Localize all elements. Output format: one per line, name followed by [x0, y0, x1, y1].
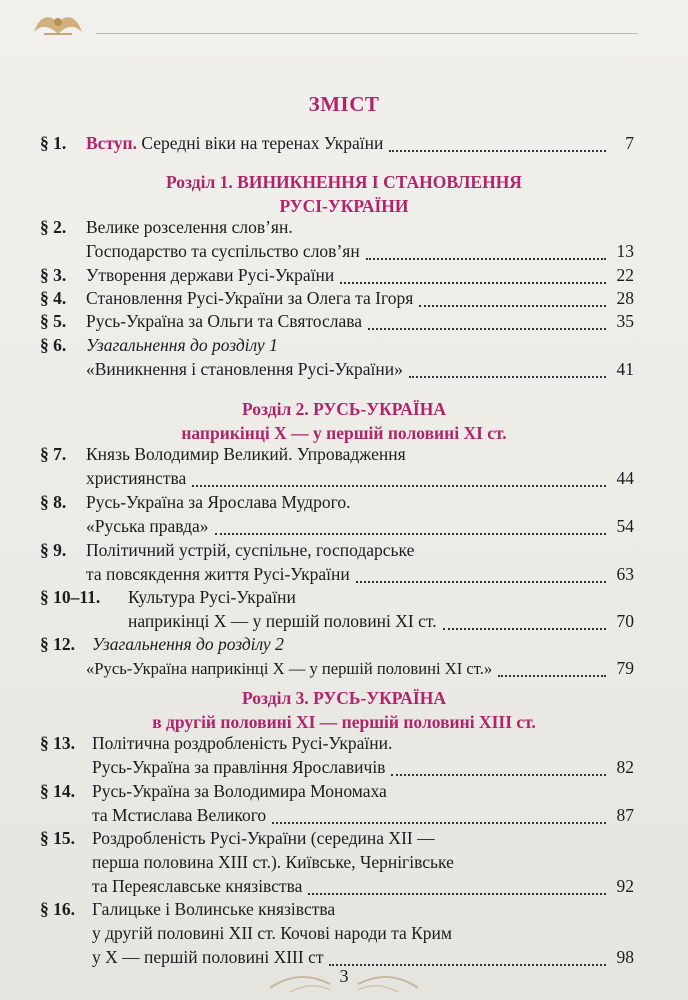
entry-line: Політичний устрій, суспільне, господарське [86, 540, 415, 560]
entry-number: § 9. [40, 540, 67, 560]
dot-leader [419, 305, 606, 307]
entry-page: 7 [625, 133, 634, 153]
ornament-icon [30, 10, 86, 40]
entry-number: § 15. [40, 828, 75, 848]
entry-page: 13 [616, 241, 634, 261]
entry-page: 79 [616, 658, 634, 678]
entry-page: 22 [616, 265, 634, 285]
entry-number: § 7. [40, 444, 67, 464]
section-heading-3: Розділ 3. РУСЬ-УКРАЇНА [242, 688, 446, 708]
entry-line [86, 516, 634, 540]
dot-leader [215, 533, 607, 535]
entry-number: § 6. [40, 335, 67, 355]
section-heading-2: Розділ 2. РУСЬ-УКРАЇНА [242, 399, 446, 419]
entry-line [92, 805, 634, 829]
entry-text: «Русь-Україна наприкінці Х — у першій половині ХІ ст.» [86, 659, 493, 678]
entry-text: та повсякдення життя Русі-України [86, 564, 350, 584]
intro-text: Середні віки на теренах України [137, 133, 384, 153]
entry-line: перша половина ХІІІ ст.). Київське, Чернігівське [92, 852, 454, 872]
entry-number: § 14. [40, 781, 75, 801]
entry-line [86, 658, 634, 682]
entry-number: § 13. [40, 733, 75, 753]
entry-line: Узагальнення до розділу 1 [86, 335, 278, 355]
entry-line [86, 468, 634, 492]
entry-line [92, 876, 634, 900]
dot-leader [498, 675, 606, 677]
entry-text: Господарство та суспільство слов’ян [86, 241, 360, 261]
entry-number: § 3. [40, 265, 67, 285]
page-number: 3 [339, 966, 349, 986]
entry-text: «Виникнення і становлення Русі-України» [86, 359, 403, 379]
dot-leader [308, 893, 606, 895]
page-title: ЗМІСТ [308, 92, 380, 116]
entry-line: Галицьке і Волинське князівства [92, 899, 336, 919]
dot-leader [368, 328, 606, 330]
entry-line [128, 611, 634, 635]
entry-line [86, 359, 634, 383]
entry-page: 63 [616, 564, 634, 584]
entry-line: Велике розселення слов’ян. [86, 217, 293, 237]
entry-number: § 12. [40, 634, 75, 654]
entry-number: § 16. [40, 899, 75, 919]
entry-page: 82 [616, 757, 634, 777]
dot-leader [389, 150, 606, 152]
entry-number: § 2. [40, 217, 67, 237]
entry-text: Русь-Україна за Ольги та Святослава [86, 311, 363, 331]
entry-line: Політична роздробленість Русі-України. [92, 733, 393, 753]
entry-text: християнства [86, 468, 187, 488]
entry-text: Утворення держави Русі-України [86, 265, 335, 285]
dot-leader [356, 581, 606, 583]
entry-number: § 1. [40, 133, 67, 153]
dot-leader [366, 258, 606, 260]
entry-line [86, 133, 634, 157]
entry-line [92, 757, 634, 781]
entry-page: 44 [616, 468, 634, 488]
entry-page: 41 [616, 359, 634, 379]
entry-text: «Руська правда» [86, 516, 209, 536]
entry-line [86, 288, 634, 312]
entry-page: 70 [616, 611, 634, 631]
entry-line: Князь Володимир Великий. Упровадження [86, 444, 406, 464]
dot-leader [391, 774, 606, 776]
entry-line: Узагальнення до розділу 2 [92, 634, 284, 654]
dot-leader [192, 485, 606, 487]
entry-number: § 10–11. [40, 587, 101, 607]
section-heading-1: Розділ 1. ВИНИКНЕННЯ І СТАНОВЛЕННЯ [166, 172, 522, 192]
entry-line: Русь-Україна за Володимира Мономаха [92, 781, 387, 801]
section-heading-1-sub: РУСІ-УКРАЇНИ [279, 196, 409, 216]
entry-line [86, 241, 634, 265]
entry-number: § 8. [40, 492, 67, 512]
entry-page: 87 [616, 805, 634, 825]
entry-page: 92 [616, 876, 634, 896]
entry-number: § 5. [40, 311, 67, 331]
entry-text: наприкінці Х — у першій половині ХІ ст. [128, 611, 437, 631]
section-heading-3-sub: в другій половині ХІ — першій половині ХІІІ ст. [152, 712, 536, 732]
entry-text: Становлення Русі-України за Олега та Ігоря [86, 288, 414, 308]
entry-line: Культура Русі-України [128, 587, 296, 607]
dot-leader [272, 822, 606, 824]
section-heading-2-sub: наприкінці Х — у першій половині ХІ ст. [181, 423, 507, 443]
entry-line [86, 564, 634, 588]
entry-page: 98 [616, 947, 634, 967]
entry-line: Роздробленість Русі-України (середина ХІІ — [92, 828, 435, 848]
entry-text: Русь-Україна за правління Ярославичів [92, 757, 386, 777]
entry-page: 35 [616, 311, 634, 331]
dot-leader [340, 282, 606, 284]
entry-line [86, 265, 634, 289]
entry-page: 54 [616, 516, 634, 536]
entry-text: у Х — першій половині ХІІІ ст [92, 947, 324, 967]
dot-leader [409, 376, 606, 378]
entry-text: та Мстислава Великого [92, 805, 267, 825]
entry-page: 28 [616, 288, 634, 308]
entry-line: у другій половині ХІІ ст. Кочові народи та Крим [92, 923, 452, 943]
entry-line: Русь-Україна за Ярослава Мудрого. [86, 492, 351, 512]
header-rule [96, 33, 638, 34]
entry-number: § 4. [40, 288, 67, 308]
entry-line [86, 311, 634, 335]
intro-bold-label: Вступ. [86, 133, 138, 153]
dot-leader [443, 628, 606, 630]
entry-text: та Переяславське князівства [92, 876, 303, 896]
